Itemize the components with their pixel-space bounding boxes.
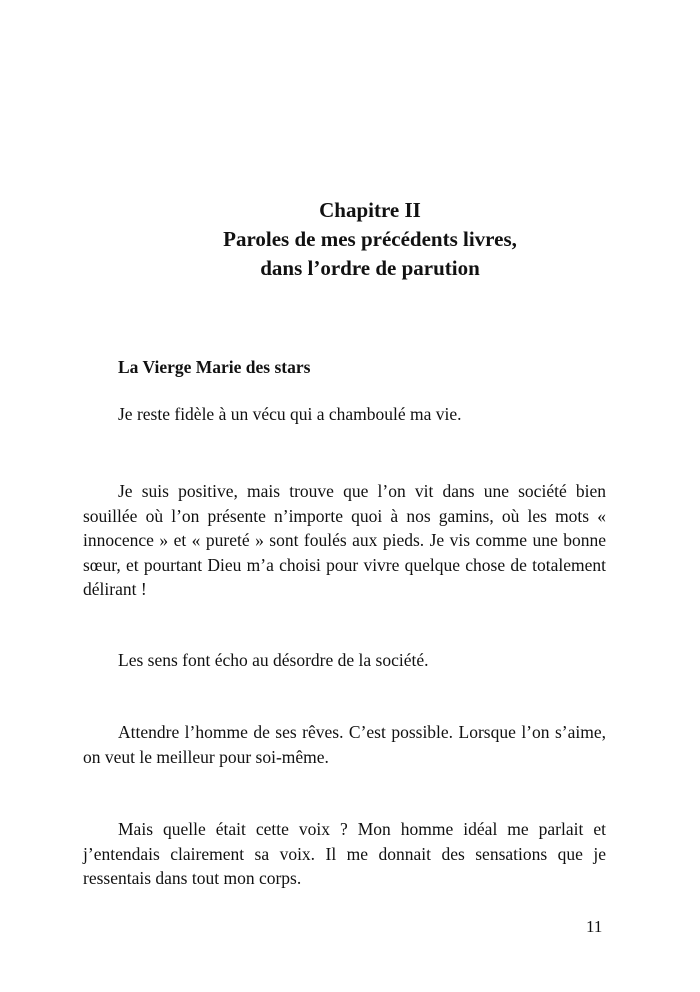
paragraph: Les sens font écho au désordre de la société. — [118, 650, 429, 670]
paragraph: Je suis positive, mais trouve que l’on vit dans une société bien souillée où l’on présente n’importe quoi à nos gamins, où les mots « innocence » et « pureté » sont foulés aux pieds. Je vis comme une bonne sœur, et pourtant Dieu m’a choisi pour vivre quelque chose de totalement délirant ! — [83, 481, 606, 599]
chapter-title-line-2: dans l’ordre de parution — [260, 256, 480, 280]
page-number: 11 — [586, 917, 603, 936]
section-title: La Vierge Marie des stars — [118, 357, 311, 377]
chapter-number: Chapitre II — [319, 198, 421, 222]
paragraph: Je reste fidèle à un vécu qui a chamboulé ma vie. — [118, 404, 462, 424]
chapter-title-line-1: Paroles de mes précédents livres, — [223, 227, 517, 251]
chapter-heading — [80, 196, 660, 283]
paragraph: Mais quelle était cette voix ? Mon homme idéal me parlait et j’entendais clairement sa voix. Il me donnait des sensations que je ressentais dans tout mon corps. — [83, 819, 606, 888]
paragraph: Attendre l’homme de ses rêves. C’est possible. Lorsque l’on s’aime, on veut le meilleur pour soi-même. — [83, 722, 606, 767]
